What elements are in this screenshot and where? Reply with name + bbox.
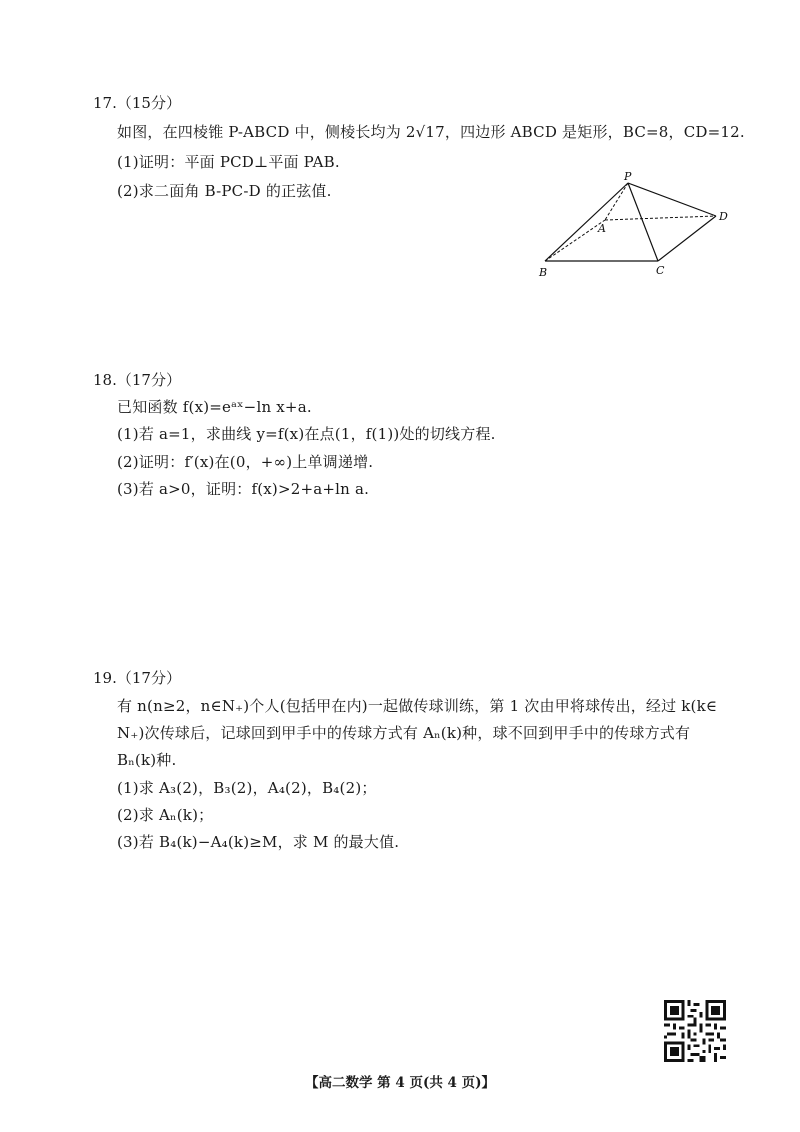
edge-PB: [545, 183, 628, 261]
edge-CD: [658, 216, 716, 261]
q19-line-1: 有 n(n≥2，n∈N₊)个人(包括甲在内)一起做传球训练，第 1 次由甲将球传出，经过 k(k∈: [117, 697, 718, 715]
label-P: P: [624, 170, 632, 183]
q17-line-1: 如图，在四棱锥 P-ABCD 中，侧棱长均为 2√17，四边形 ABCD 是矩形，BC=8，CD=12.: [117, 123, 745, 141]
q19-line-2: N₊)次传球后，记球回到甲手中的传球方式有 Aₙ(k)种，球不回到甲手中的传球方式有: [117, 724, 691, 742]
q19-line-5: (2)求 Aₙ(k)；: [117, 806, 214, 824]
q18-line-1: 已知函数 f(x)=eᵃˣ−ln x+a.: [117, 398, 312, 416]
q18-heading: 18.（17分）: [93, 371, 181, 389]
q19-heading: 19.（17分）: [93, 669, 181, 687]
q18-line-2: (1)若 a=1，求曲线 y=f(x)在点(1，f(1))处的切线方程.: [117, 425, 496, 443]
q17-heading: 17.（15分）: [93, 94, 181, 112]
q19-line-6: (3)若 B₄(k)−A₄(k)≥M，求 M 的最大值.: [117, 833, 400, 851]
q17-line-3: (2)求二面角 B-PC-D 的正弦值.: [117, 182, 332, 200]
edge-PC: [628, 183, 658, 261]
pyramid-figure: [530, 168, 740, 283]
q19-line-4: (1)求 A₃(2)，B₃(2)，A₄(2)，B₄(2)；: [117, 779, 377, 797]
label-B: B: [539, 266, 548, 279]
label-C: C: [656, 264, 665, 277]
edge-AB: [545, 220, 605, 261]
q18-line-4: (3)若 a>0，证明：f(x)>2+a+ln a.: [117, 480, 370, 498]
page-footer: 【高二数学 第 4 页(共 4 页)】: [304, 1075, 496, 1091]
edge-PD: [628, 183, 716, 216]
label-A: A: [598, 222, 606, 235]
label-D: D: [719, 210, 728, 223]
q19-line-3: Bₙ(k)种.: [117, 751, 177, 769]
edge-AD: [605, 216, 716, 220]
q17-line-2: (1)证明：平面 PCD⊥平面 PAB.: [117, 153, 340, 171]
q18-line-3: (2)证明：f′(x)在(0，+∞)上单调递增.: [117, 453, 374, 471]
qr-code-icon: [664, 1000, 726, 1062]
